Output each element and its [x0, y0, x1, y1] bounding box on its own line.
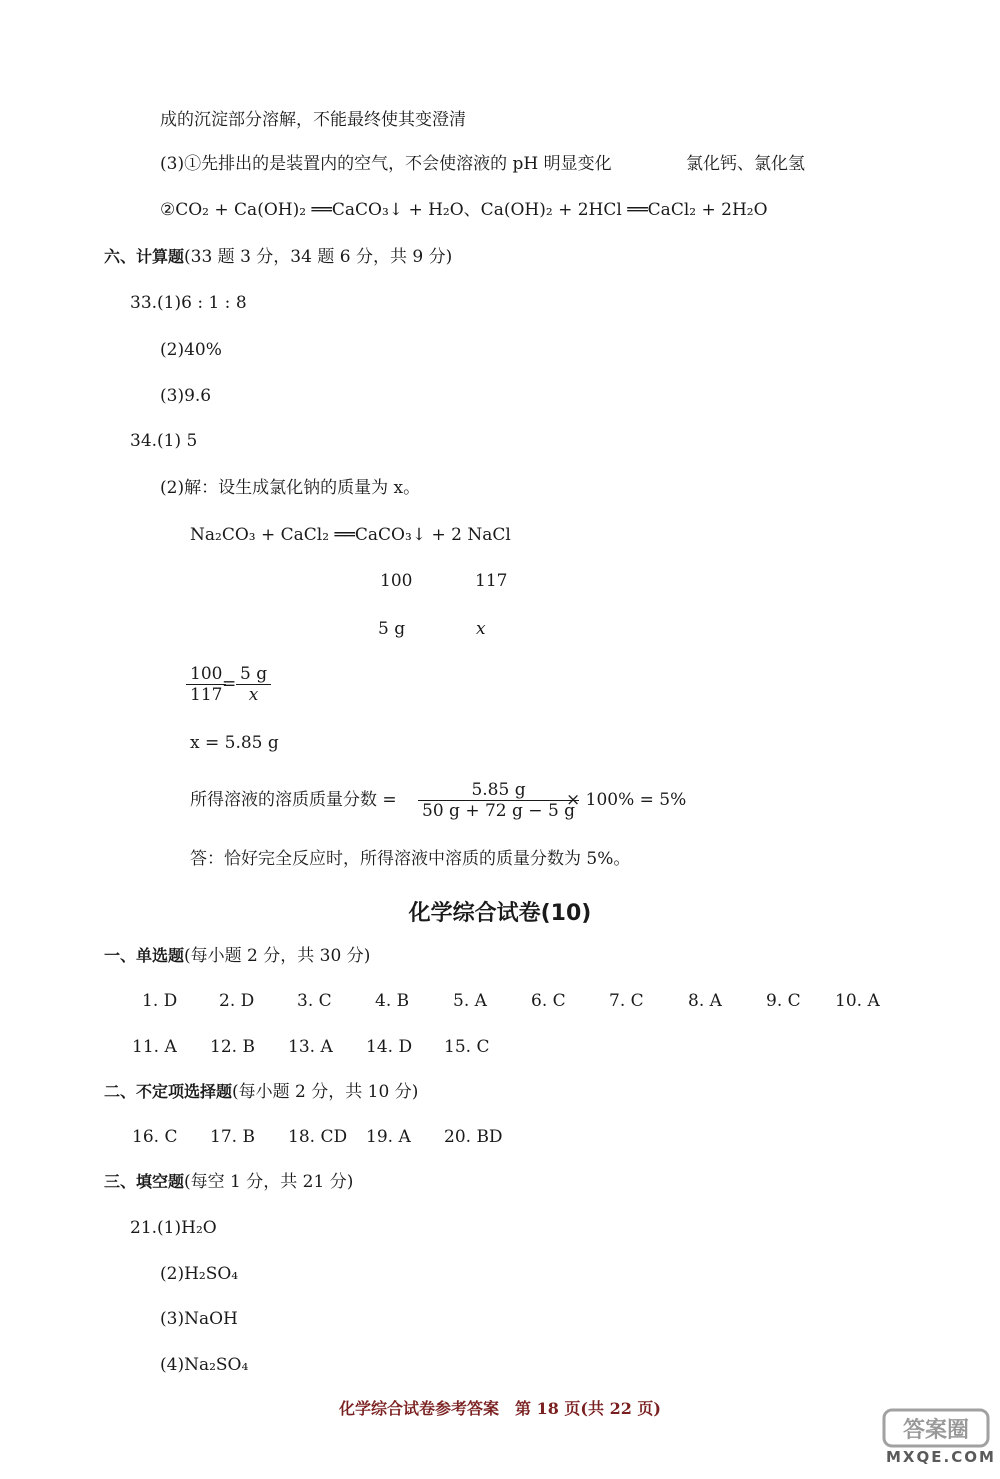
answer-item: 5. A: [453, 991, 487, 1011]
answer-3-2-equations: ②CO₂ + Ca(OH)₂ ══CaCO₃↓ + H₂O、Ca(OH)₂ + 2HCl ══CaCl₂ + 2H₂O: [160, 200, 768, 220]
q33-part3: (3)9.6: [160, 386, 212, 406]
watermark-logo-text: 答案圈: [902, 1418, 970, 1443]
x-result: x = 5.85 g: [190, 733, 279, 753]
answer-item: 4. B: [375, 991, 410, 1011]
unknown-mass: x: [476, 619, 486, 639]
section-3-points: (每空 1 分，共 21 分): [184, 1172, 354, 1192]
fraction-denominator: 117: [190, 685, 223, 705]
answer-3-1: (3)①先排出的是装置内的空气，不会使溶液的 pH 明显变化: [160, 154, 612, 174]
answer-3-1-gases: 氯化钙、氯化氢: [686, 154, 805, 174]
answer-item: 2. D: [219, 991, 255, 1011]
proportion-left-fraction: [186, 664, 226, 705]
answer-item: 8. A: [688, 991, 722, 1011]
answer-item: 12. B: [210, 1037, 255, 1057]
section-3-heading: [104, 1171, 353, 1193]
answer-item: 9. C: [766, 991, 801, 1011]
q21-part3: (3)NaOH: [160, 1309, 238, 1329]
answer-item: 10. A: [835, 991, 880, 1011]
section-6-title: 六、计算题: [104, 247, 185, 266]
molar-mass-caco3: 100: [380, 571, 413, 591]
answer-item: 3. C: [297, 991, 332, 1011]
continued-answer-line: 成的沉淀部分溶解，不能最终使其变澄清: [160, 110, 466, 130]
answer-item: 15. C: [444, 1037, 490, 1057]
mass-fraction-label: 所得溶液的溶质质量分数 =: [190, 790, 397, 810]
fraction-denominator: x: [248, 685, 259, 705]
q34-part2-intro: (2)解：设生成氯化钠的质量为 x。: [160, 478, 421, 498]
section-1-heading: [104, 945, 370, 967]
mass-fraction-result: × 100% = 5%: [566, 790, 687, 810]
fraction-numerator: 5.85 g: [418, 780, 579, 801]
section-3-title: 三、填空题: [104, 1172, 185, 1191]
reaction-equation: Na₂CO₃ + CaCl₂ ══CaCO₃↓ + 2 NaCl: [190, 525, 511, 545]
q34-part1: 34.(1) 5: [130, 431, 198, 451]
q33-part2: (2)40%: [160, 340, 222, 360]
fraction-numerator: 100: [186, 664, 226, 685]
molar-mass-nacl: 117: [475, 571, 508, 591]
section-2-heading: [104, 1081, 418, 1103]
q33-part1: 33.(1)6 : 1 : 8: [130, 293, 247, 313]
proportion-right-fraction: [236, 664, 271, 705]
section-6-points: (33 题 3 分，34 题 6 分，共 9 分): [184, 247, 453, 267]
q21-part4: (4)Na₂SO₄: [160, 1355, 249, 1375]
answer-item: 16. C: [132, 1127, 178, 1147]
section-1-title: 一、单选题: [104, 946, 185, 965]
mass-fraction-fraction: [418, 780, 579, 821]
paper-title: 化学综合试卷(10): [408, 901, 592, 926]
answer-item: 14. D: [366, 1037, 413, 1057]
final-answer: 答：恰好完全反应时，所得溶液中溶质的质量分数为 5%。: [190, 849, 631, 869]
equals-sign: =: [222, 674, 237, 694]
section-1-points: (每小题 2 分，共 30 分): [184, 946, 371, 966]
answer-item: 1. D: [142, 991, 178, 1011]
answer-item: 17. B: [210, 1127, 255, 1147]
answer-item: 13. A: [288, 1037, 333, 1057]
answer-item: 11. A: [132, 1037, 177, 1057]
q21-part2: (2)H₂SO₄: [160, 1264, 239, 1284]
section-2-points: (每小题 2 分，共 10 分): [232, 1082, 419, 1102]
answer-item: 18. CD: [288, 1127, 348, 1147]
page-footer: 化学综合试卷参考答案 第 18 页(共 22 页): [339, 1399, 661, 1418]
section-2-title: 二、不定项选择题: [104, 1082, 233, 1101]
q21-part1: 21.(1)H₂O: [130, 1218, 217, 1238]
answer-item: 20. BD: [444, 1127, 503, 1147]
fraction-denominator: 50 g + 72 g − 5 g: [422, 801, 576, 821]
fraction-numerator: 5 g: [236, 664, 271, 685]
section-6-heading: [104, 246, 452, 268]
answer-item: 19. A: [366, 1127, 411, 1147]
answer-item: 6. C: [531, 991, 566, 1011]
watermark-site: MXQE.COM: [886, 1448, 996, 1466]
given-mass: 5 g: [378, 619, 406, 639]
answer-item: 7. C: [609, 991, 644, 1011]
